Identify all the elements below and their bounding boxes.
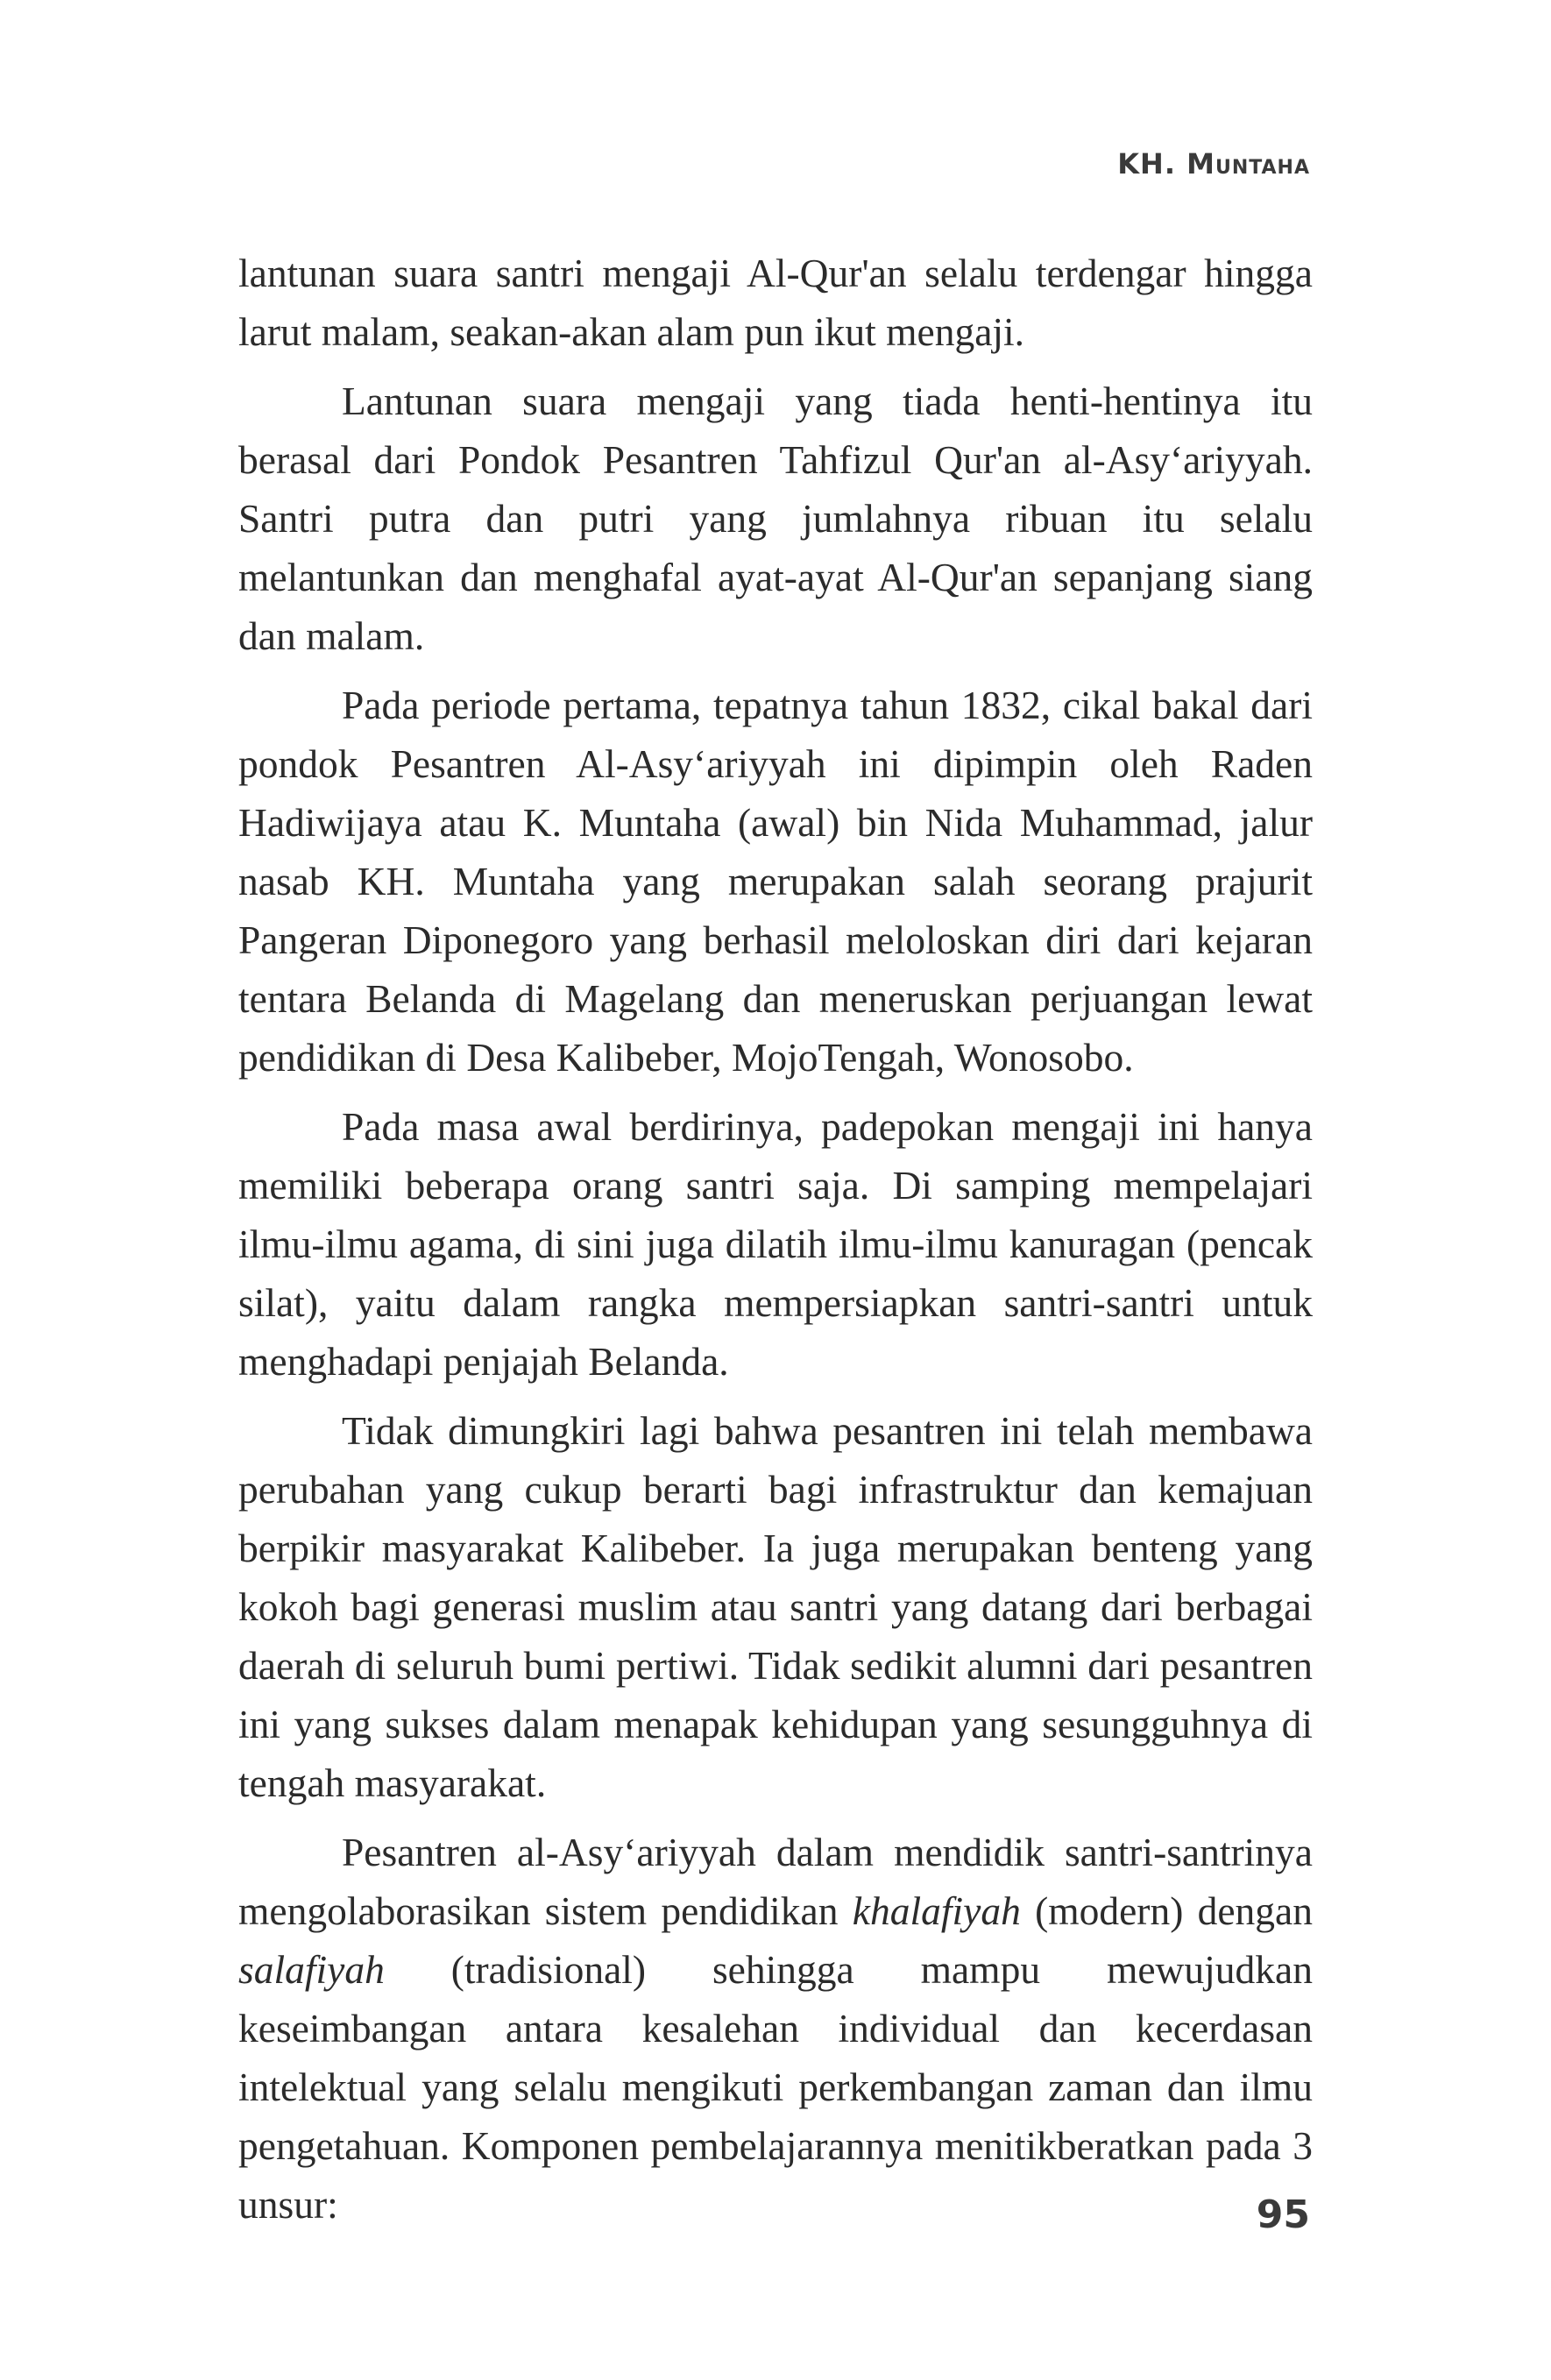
body-text (238, 244, 1313, 2244)
paragraph-6 (238, 1823, 1313, 2234)
paragraph-6-part-1: Pesantren al-Asy‘ariyyah dalam mendidik santri-santrinya mengolaborasikan sistem pendidikan (238, 1830, 1313, 1933)
paragraph-5: Tidak dimungkiri lagi bahwa pesantren ini telah membawa perubahan yang cukup berarti bagi infrastruktur dan kemajuan berpikir masyarakat Kalibeber. Ia juga merupakan benteng yang kokoh bagi generasi muslim atau santri yang datang dari berbagai daerah di seluruh bumi pertiwi. Tidak sedikit alumni dari pesantren ini yang sukses dalam menapak kehidupan yang sesungguhnya di tengah masyarakat. (238, 1408, 1313, 1805)
term-khalafiyah: khalafiyah (852, 1888, 1021, 1933)
running-header: KH. Muntaha (1117, 147, 1310, 181)
paragraph-4: Pada masa awal berdirinya, padepokan mengaji ini hanya memiliki beberapa orang santri saja. Di samping mempelajari ilmu-ilmu agama, di sini juga dilatih ilmu-ilmu kanuragan (pencak silat), yaitu dalam rangka mempersiapkan santri-santri untuk menghadapi penjajah Belanda. (238, 1104, 1313, 1384)
paragraph-1: lantunan suara santri mengaji Al-Qur'an selalu terdengar hingga larut malam, seakan-akan alam pun ikut mengaji. (238, 251, 1313, 354)
page-number: 95 (1256, 2192, 1310, 2237)
paragraph-6-part-2: (modern) dengan (1020, 1888, 1313, 1933)
paragraph-2: Lantunan suara mengaji yang tiada henti-hentinya itu berasal dari Pondok Pesantren Tahfizul Qur'an al-Asy‘ariyyah. Santri putra dan putri yang jumlahnya ribuan itu selalu melantunkan dan menghafal ayat-ayat Al-Qur'an sepanjang siang dan malam. (238, 379, 1313, 658)
paragraph-3: Pada periode pertama, tepatnya tahun 1832, cikal bakal dari pondok Pesantren Al-Asy‘ariyyah ini dipimpin oleh Raden Hadiwijaya atau K. Muntaha (awal) bin Nida Muhammad, jalur nasab KH. Muntaha yang merupakan salah seorang prajurit Pangeran Diponegoro yang berhasil meloloskan diri dari kejaran tentara Belanda di Magelang dan meneruskan perjuangan lewat pendidikan di Desa Kalibeber, MojoTengah, Wonosobo. (238, 683, 1313, 1080)
term-salafiyah: salafiyah (238, 1947, 385, 1992)
paragraph-6-part-3: (tradisional) sehingga mampu mewujudkan keseimbangan antara kesalehan individual dan kecerdasan intelektual yang selalu mengikuti perkembangan zaman dan ilmu pengetahuan. Komponen pembelajarannya menitikberatkan pada 3 unsur: (238, 1947, 1313, 2227)
